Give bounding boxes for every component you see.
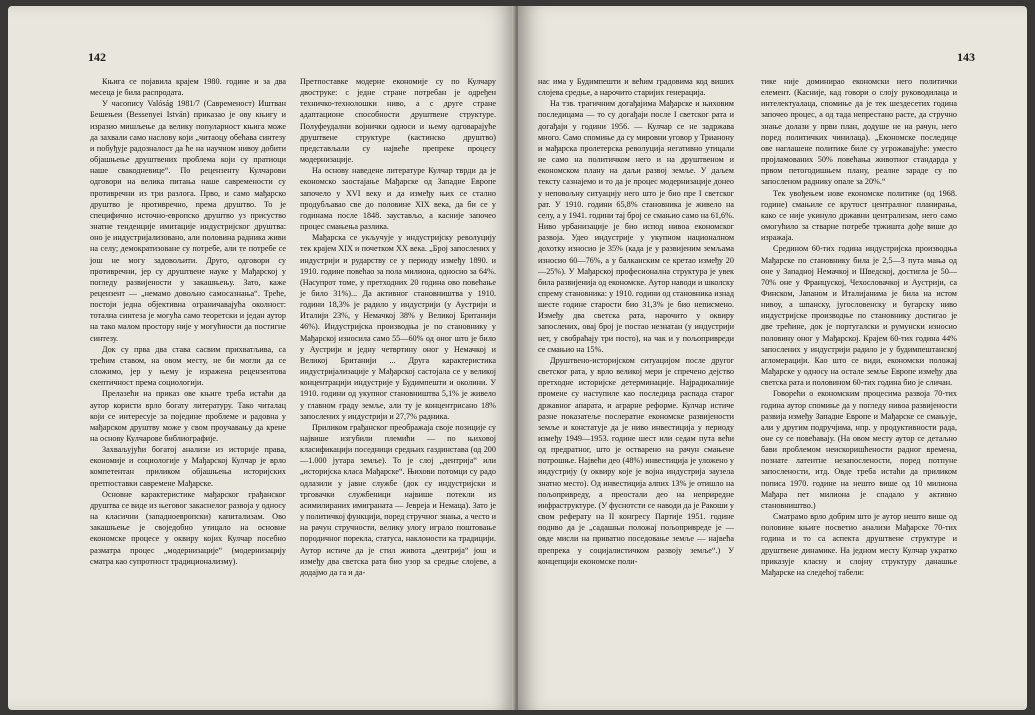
- paragraph: Говорећи о економским процесима развоја 70-тих година аутор спомиње да у погледу нивоа развијености развија између Западне Европе и Мађарске се смањује, али у другим подручјима, нпр. у продуктивности рада, оне су се повећавају. (На овом месту аутор се детаљно бави проблемом неискоришћености радног времена, познате латентне незапослености, поред потпуне запослености, итд. Овде треба истаћи да приликом пописа 1970. године на нешто више од 10 милиона Мађара пет милиона је спадало у активно становништво.): [761, 389, 957, 510]
- paragraph: На тзв. трагичним догађајима Мађарске и њиховим последицама — то су догађаји после I светског рата и догађаји у години 1956. — Кулчар се не задржава много. Само спомиње да су мировни уговор у Трианону и мађарска пролетерска револуција негативно утицали не само на политичком него и на друштвеном и економском плану на даљи развој земље. У даљем тексту сазнајемо и то да је процес модернизације донео у неповољну ситуацију него што је био пре I светског рат. У 1910. години 65,8% становника је живело на селу, а у 1941. години тај број се смањио само на 61,6%. Ниво урбанизације је био испод нивоа економског развоја. Удео индустрије у укупном националном дохотку износио је 35% (када је у развијеним земљама износио 60—76%, а у балканским се кретао између 20—25%). У Мађарској професионална структура је увек била развијенија од економске. Аутор наводи и школску спрему становника: у 1910. години од становника изнад шесте године старости био 31,3% је био неписмено. Између два светска рата, нарочито у оквиру запослених, овај број је постао незнатан (у индустрији нет, у свобраћају три посто), на чак и у пољопривреди се смањио на 15%.: [538, 99, 734, 354]
- paragraph: Док су прва два става сасвим прихватљива, са трећим ставом, на овом месту, не би могли да се сложимо, јер у њему је изражена рецензентова скептичност према социологији.: [90, 344, 286, 388]
- paragraph: Тек увођењем нове економске политике (од 1968. године) смањиле се крутост централног планирања, како се није укинуло државни централизам, него само омогућило за стварне потребе тржишта дође више до изражаја.: [761, 188, 957, 243]
- book-spread: [8, 6, 1027, 710]
- paragraph: Средином 60-тих година индустријска производња Мађарске по становнику била је 2,5—3 пута мања од оне у Западној Немачкој и Шведској, достигла је 50—70% оне у Француској, Чехословачкој и Аустрији, са Финском, Јапаном и Италијанима је била на истом нивоу, а шпанску, југословенску и бугарску ниво индустријске производње по становнику достигао је две трећине, док је португалски и румунски износио половину оног у Мађарској. Крајем 60-тих година 44% запослених у индустрији радило је у будимпештанској агломерацији. Као што се види, економски положај Мађарске у односу на остале земље Европе између два светска рата и половином 60-тих година био је сличан.: [761, 244, 957, 388]
- paragraph: Основне карактеристике мађарског грађанског друштва се виде из његовог закаснелог развоја у односу на класични (западноевропски) капитализам. Ово закашњење је своједобно утицало на основне економске процесе у оквиру којих Кулчар посебно разматра процес „модернизације“ (модернизацију сматра као супротност традиционализму).: [90, 489, 286, 566]
- paragraph: У часопису Valóság 1981/7 (Савременост) Иштван Бешењеи (Bessenyei István) приказао је ову књигу и изразио мишљење да велику популарност књига може да захвали само насловy који „читаоцу обећава синтезу и побуђује радозналост да ће на научном нивоу добити објашњење друштвених проблема који су пратиоци наше свакодневице“. По рецензенту Кулчарови одговори на велика питања наше савремености су противречни из три разлога. Прво, и само мађарско друштво је противречно, према друштво. То је специфично источно-европско друштво уз присуство знатне тенденције имитације индустријског друштва: оно је индустријализовано, али половина радника живи на селу; демократизоване су потребе, али те потребе се још не могу задовољити. Друго, одговори су противречни, јер су друштвене науке у Мађарској у погледу развијености у закашњењу. Зато, каже рецензент — „немамо довољно самосазнања“. Треће, постоји једна објективна ограничавајућа околност: тотална синтеза је могућа само теоретски и један аутор на тако малом простору није у могућности да постигне синтезу.: [90, 99, 286, 343]
- right-column-2: [761, 76, 957, 578]
- paragraph: Сматрамо врло добрим што је аутор нешто више од половине књиге посветио анализи Мађарске 70-тих година и то са аспекта друштвене структуре и друштвене динамике. На једном месту Кулчар укратко приказује класну и слојну структуру данашње Мађарске на следећој табели:: [761, 512, 957, 577]
- paragraph: Мађарска се укључује у индустријску револуцију тек крајем XIX и почетком XX века. „Број запослених у индустрији и рударству се у периоду између 1890. и 1910. године повећао за пола милиона, односно за 64%. (Насупрот томе, у претходних 20 година ово повећање је било 31%)... Да активног становништва у 1910. години 18,3% је радило у индустрији (у Аустрији и Италији 23%, у Немачкој 38% у Великој Британији 46%). Индустријска производња је по становнику у Мађарској износила само 55—60% од оног што је било у Аустрији и једну четвртину оног у Немачкој и Великој Британији ... Друга карактеристика индустријализације у Мађарској састојала се у великој концентрацији индустрије у Будимпешти и околини. У 1910. години од укупног становништва 5,1% је живело у главном граду земље, али ту је концентрисано 18% запослених у индустрији и 27,7% радника.: [300, 233, 496, 421]
- paragraph: На основу наведене литературе Кулчар тврди да је економско заостајање Мађарске од Западне Европе започело у XVI веку и да између њих се стално продубљавао све до половине XIX века, да би се у годинама после 1848. заустављо, а касније започео процес смањења разлика.: [300, 166, 496, 232]
- left-column-2: [300, 76, 496, 578]
- paragraph: Друштвено-историјском ситуацијом после другог светског рата, у врло великој мери је спречено дејство претходне историјске детерминације. Најрадикалније промене су наступиле као последица распада старог државног апарата, и аграрне реформе. Кулчар истиче разне показатеље послератне економске развијености земље и констатује да је ниво инвестиција у периоду између 1949—1953. године шест или седам пута већи од предратног, што је остварено на рачун смањене потрошње. Највећи део (48%) инвестиција је уложено у индустрију (у оквиру које је војна индустрија заузела знатно место). Од инвестиција алпих 13% је отишло на пољопривреду, а преостали део на неприредне инфраструктуре. (У фуснотсти се наводи да је Ракоши у свом реферату на II конгресу Партије 1951. године поднво да је „садашњи положај пољопривреде је — овде мисли на приватно поседовање земље — највећа препрека у социјалистичком развоју земље“.) У концепцији економске поли-: [538, 355, 734, 566]
- paragraph: Прелазећи на приказ ове књиге треба истаћи да аутор користи врло богату литературу. Тако читалац који се интересује за поједине проблеме и радовна у мађарском друштву може у свом проучавању да крене на основу Кулчарове библиографије.: [90, 389, 286, 443]
- paragraph: Захваљујући богатој анализи из историје права, економије и социологије у Мађарској Кулчар је врло компетентан приликом објашњења историјских претпоставки савремене Мађарске.: [90, 445, 286, 488]
- right-page: [518, 6, 1027, 710]
- paragraph: Књига се појавила крајем 1980. године и за два месеца је била распродата.: [90, 77, 286, 98]
- paragraph: нас има у Будимпешти и већим градовима код виших слојева средње, а нарочито старијих генерација.: [538, 77, 734, 98]
- left-page: [8, 6, 516, 710]
- paragraph: тике није доминирао економски него политички елемент. (Касније, кад говори о слоју руководилаца и интелектуалаца, спомиње да је тек шездесетих година започео процес, а од тада непрестано расте, да стручно знање долази у први план, додуше не на рачун, него поред политичких чинилаца). „Економске последице ове наглашене политике биле су угрожавајуће: уместо пројламованих 50% повећања животног стандарда у првом петогодишњем плану, реалне зараде су по запосленом раднику опале за 20%.“: [761, 77, 957, 187]
- right-page-number: 143: [957, 50, 975, 64]
- paragraph: Приликом грађанског преображаја своје позиције су највише изгубили племићи — по њиховој класификацији поседници средњих газдинстава (од 200—1.000 јутара земље). То је слој „дентрија“ или „историјска класа Мађарске“. Њихови потомци су радо одлазили у јавне службе (док су индустријски и трговачки службеници највише потекли из асимилираних имиграната — Јевреја и Немаца). Зато је у политичкој функцији, поред стручног знања, а често и на рачун стручности, велику улогу играло поштовање породичног порекла, статуса, наклоности ка традицији. Аутор истиче да је стил живота „дентрија“ још и између два светска рата био узор за средње слојеве, а додајмо да га и да-: [300, 422, 496, 577]
- paragraph: Претпоставке модерне економије су по Кулчару двоструке: с једне стране потребан је одређен техничко-технолошки ниво, а с друге стране адаптационе способности друштвене структуре. Полуфеудални војнички односи и њему одговарајуће друштвене структуре (кастинско друштво) представљали су највеће препреке процесу модернизације.: [300, 77, 496, 165]
- left-column-1: [90, 76, 286, 567]
- right-column-1: [538, 76, 734, 567]
- left-page-number: 142: [88, 50, 106, 64]
